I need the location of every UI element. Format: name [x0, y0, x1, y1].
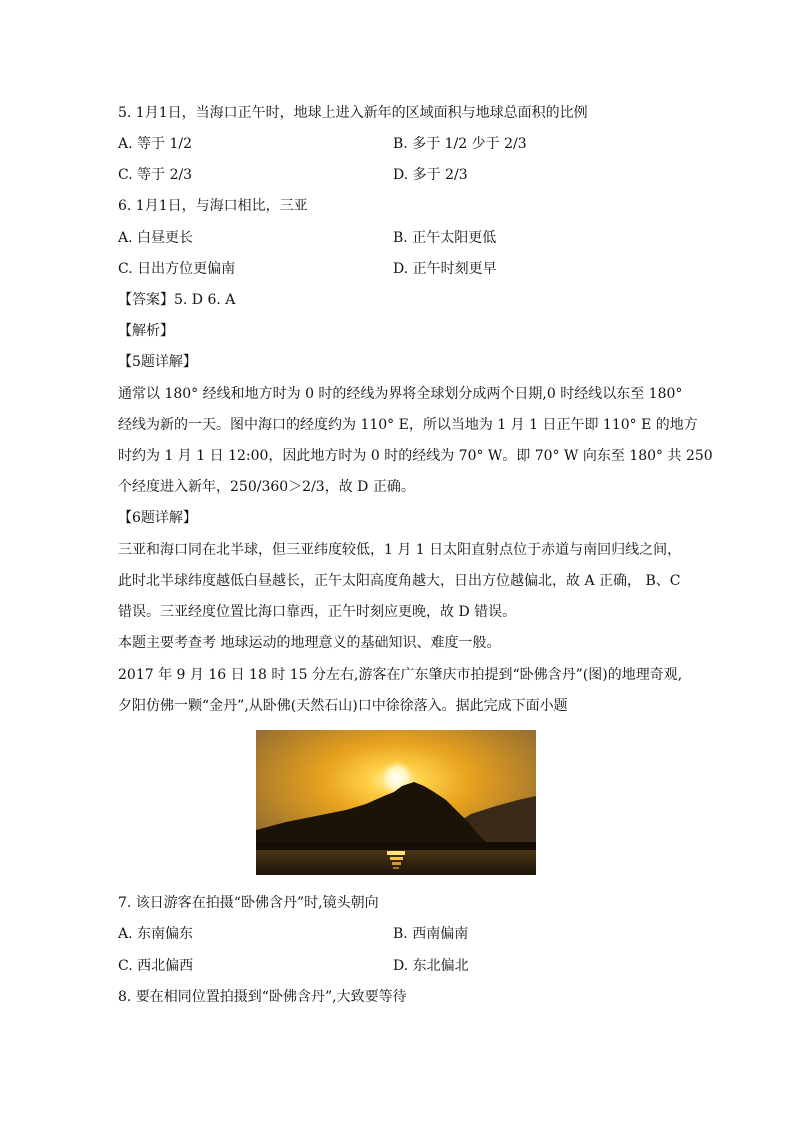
- summary-line: 本题主要考查考 地球运动的地理意义的基础知识、难度一般。: [118, 635, 501, 651]
- q6-option-b: B. 正午太阳更低: [393, 230, 497, 246]
- q6-option-c: C. 日出方位更偏南: [118, 261, 236, 277]
- q6-detail-line: 错误。三亚经度位置比海口靠西，正午时刻应更晚，故 D 错误。: [118, 604, 517, 620]
- intro-line: 2017 年 9 月 16 日 18 时 15 分左右,游客在广东肇庆市拍提到“卧佛含丹”(图)的地理奇观,: [118, 667, 683, 683]
- q5-detail-line: 经线为新的一天。图中海口的经度约为 110° E，所以当地为 1 月 1 日正午即 110° E 的地方: [118, 417, 698, 433]
- q5-stem: 5. 1月1日，当海口正午时，地球上进入新年的区域面积与地球总面积的比例: [118, 105, 588, 121]
- sun-reflection: [387, 851, 405, 855]
- q5-detail-heading: 【5题详解】: [118, 354, 197, 370]
- shoreline: [256, 842, 536, 850]
- answer-line: 【答案】5. D 6. A: [118, 292, 236, 308]
- q6-detail-heading: 【6题详解】: [118, 510, 197, 526]
- sunset-photo: [256, 730, 536, 875]
- q7-stem: 7. 该日游客在拍摄“卧佛含丹”时,镜头朝向: [118, 895, 379, 911]
- q5-option-b: B. 多于 1/2 少于 2/3: [393, 136, 527, 152]
- q7-option-a: A. 东南偏东: [118, 926, 194, 942]
- q7-option-d: D. 东北偏北: [393, 958, 469, 974]
- q7-option-c: C. 西北偏西: [118, 958, 194, 974]
- q5-detail-line: 通常以 180° 经线和地方时为 0 时的经线为界将全球划分成两个日期,0 时经线以东至 180°: [118, 386, 683, 402]
- intro-line: 夕阳仿佛一颗“金丹”,从卧佛(天然石山)口中徐徐落入。据此完成下面小题: [118, 698, 568, 714]
- q6-option-a: A. 白昼更长: [118, 230, 194, 246]
- q5-option-a: A. 等于 1/2: [118, 136, 192, 152]
- q5-detail-line: 个经度进入新年，250/360＞2/3，故 D 正确。: [118, 479, 415, 495]
- q6-detail-line: 三亚和海口同在北半球，但三亚纬度较低，1 月 1 日太阳直射点位于赤道与南回归线之间，: [118, 542, 682, 558]
- q5-detail-line: 时约为 1 月 1 日 12:00，因此地方时为 0 时的经线为 70° W。即 70° W 向东至 180° 共 250: [118, 448, 713, 464]
- q5-option-c: C. 等于 2/3: [118, 167, 193, 183]
- q7-option-b: B. 西南偏南: [393, 926, 469, 942]
- q6-option-d: D. 正午时刻更早: [393, 261, 497, 277]
- q8-stem: 8. 要在相同位置拍摄到“卧佛含丹”,大致要等待: [118, 989, 407, 1005]
- q6-detail-line: 此时北半球纬度越低白昼越长，正午太阳高度角越大，日出方位越偏北，故 A 正确， B、C: [118, 573, 681, 589]
- analysis-heading: 【解析】: [118, 323, 174, 339]
- q5-option-d: D. 多于 2/3: [393, 167, 468, 183]
- q6-stem: 6. 1月1日，与海口相比，三亚: [118, 198, 308, 214]
